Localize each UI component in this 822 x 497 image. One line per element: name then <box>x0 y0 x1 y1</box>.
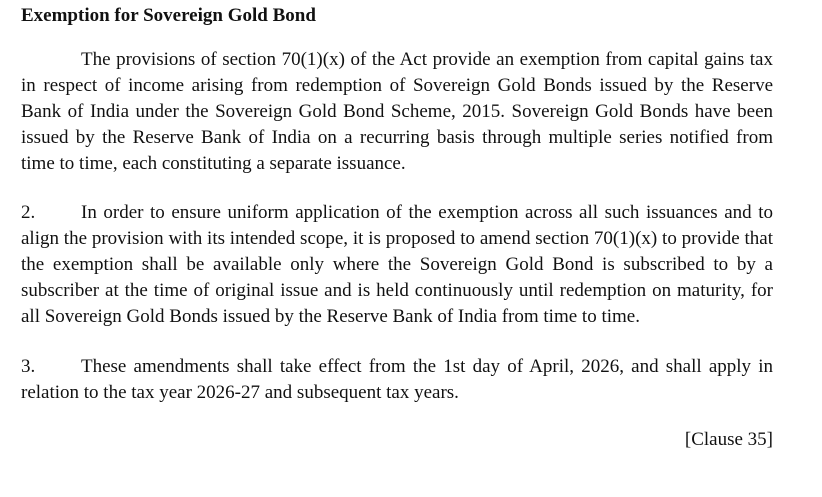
paragraph-2 <box>21 200 773 330</box>
paragraph-3-text: These amendments shall take effect from the 1st day of April, 2026, and shall apply in relation to the tax year 2026-27 and subsequent tax years. <box>21 356 773 403</box>
paragraph-2-text: In order to ensure uniform application of the exemption across all such issuances and to align the provision with its intended scope, it is proposed to amend section 70(1)(x) to provide that the exemption shall be available only where the Sovereign Gold Bond is subscribed to by a subscriber at the time of original issue and is held continuously until redemption on maturity, for all Sovereign Gold Bonds issued by the Reserve Bank of India from time to time. <box>21 202 773 327</box>
clause-reference: [Clause 35] <box>684 429 773 450</box>
paragraph-3 <box>21 354 773 406</box>
paragraph-1-text: The provisions of section 70(1)(x) of the Act provide an exemption from capital gains tax in respect of income arising from redemption of Sovereign Gold Bonds issued by the Reserve Bank of India under the Sovereign Gold Bond Scheme, 2015. Sovereign Gold Bonds have been issued by the Reserve Bank of India on a recurring basis through multiple series notified from time to time, each constituting a separate issuance. <box>21 49 773 174</box>
document-body <box>21 4 773 453</box>
section-heading: Exemption for Sovereign Gold Bond <box>21 5 316 26</box>
paragraph-3-number: 3. <box>21 356 36 377</box>
paragraph-1 <box>21 47 773 177</box>
paragraph-2-number: 2. <box>21 202 36 223</box>
